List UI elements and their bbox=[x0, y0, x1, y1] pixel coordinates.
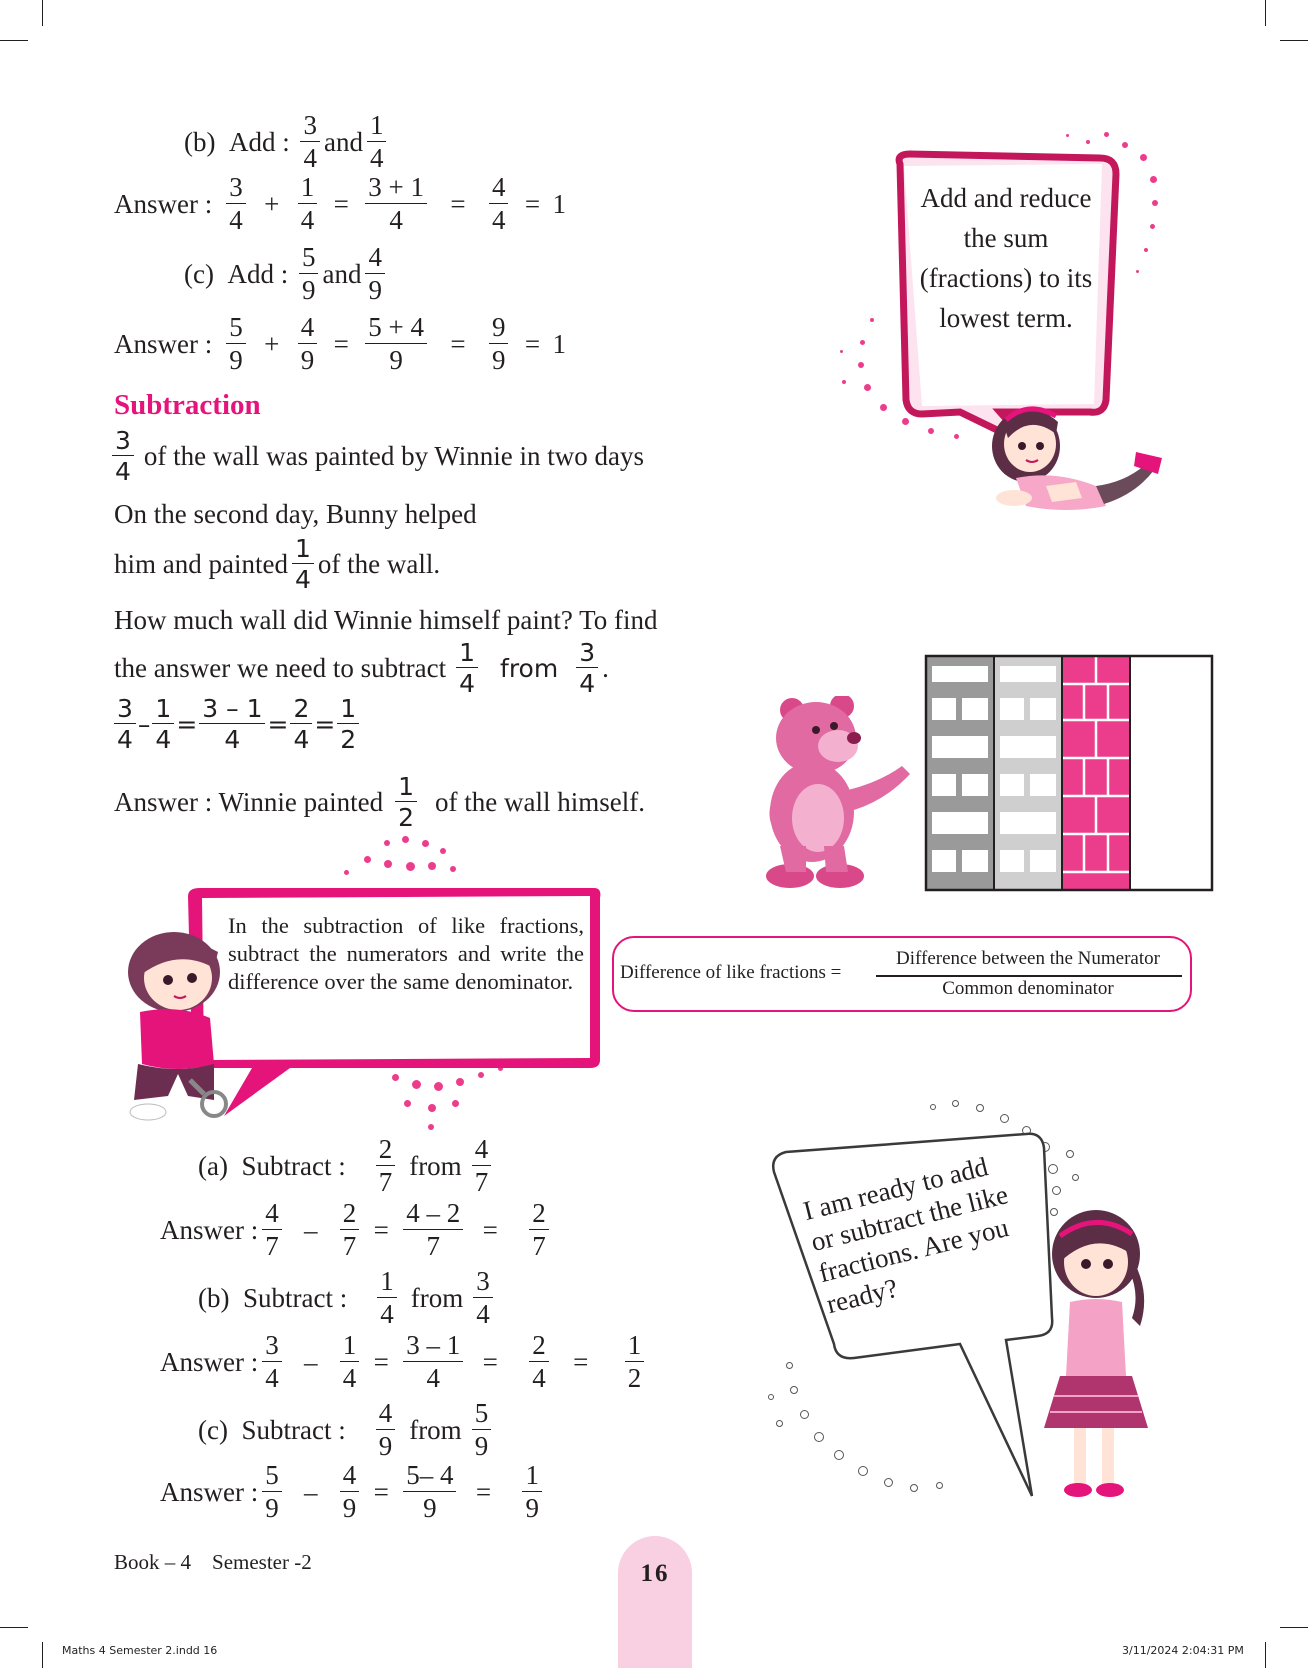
subtraction-line-4: How much wall did Winnie himself paint? To find bbox=[114, 605, 658, 635]
fraction: $\frac{3 - 1}{4}$ bbox=[199, 696, 265, 752]
subtraction-line-1: $\frac{3}{4}$ of the wall was painted by Winnie in two days bbox=[112, 428, 644, 484]
fraction: $\frac{1}{4}$ bbox=[152, 696, 174, 752]
fraction: $\frac{5 + 4}{9}$ bbox=[365, 314, 427, 374]
bubble-top-text: Add and reduce the sum (fractions) to its lowest term. bbox=[919, 183, 1093, 333]
fraction: $\frac{1}{2}$ bbox=[395, 774, 417, 830]
crop-mark bbox=[42, 1642, 43, 1668]
add-c-question: (c) Add : $\frac{5}{9}$ and $\frac{4}{9}$ bbox=[184, 244, 389, 304]
slug-file: Maths 4 Semester 2.indd 16 bbox=[62, 1644, 218, 1657]
bubble-rule-text: In the subtraction of like fractions, subtract the numerators and write the difference over the same denominator. bbox=[228, 913, 584, 994]
fraction: $\frac{3}{4}$ bbox=[262, 1332, 282, 1392]
crop-mark bbox=[1265, 1642, 1266, 1668]
fraction: $\frac{1}{4}$ bbox=[298, 174, 318, 234]
subtraction-heading: Subtraction bbox=[114, 389, 261, 421]
fraction: $\frac{4}{7}$ bbox=[472, 1136, 492, 1196]
bubble-ready-text: I am ready to add or subtract the like fractions. Are you ready? bbox=[800, 1151, 1012, 1320]
sub-a-question: (a) Subtract : $\frac{2}{7}$ from $\frac{4}{7}$ bbox=[198, 1136, 495, 1196]
fraction: $\frac{1}{4}$ bbox=[377, 1268, 397, 1328]
fraction: $\frac{1}{4}$ bbox=[292, 536, 314, 592]
add-b-question: (b) Add : $\frac{3}{4}$ and $\frac{1}{4}$ bbox=[184, 112, 390, 172]
crop-mark bbox=[1280, 1627, 1308, 1628]
fraction: $\frac{1}{2}$ bbox=[337, 696, 359, 752]
slug-time: 3/11/2024 2:04:31 PM bbox=[1122, 1644, 1244, 1657]
fraction: $\frac{5- 4}{9}$ bbox=[403, 1462, 456, 1522]
sub-b-answer: Answer : $\frac{3}{4}$ – $\frac{1}{4}$ = $\frac{3 - 1}{4}$ = $\frac{2}{4}$ = $\frac{1}{2}$ bbox=[160, 1332, 648, 1392]
fraction: $\frac{4}{9}$ bbox=[298, 314, 318, 374]
crop-mark bbox=[1280, 40, 1308, 41]
fraction: $\frac{2}{4}$ bbox=[529, 1332, 549, 1392]
sub-c-answer: Answer : $\frac{5}{9}$ – $\frac{4}{9}$ = $\frac{5- 4}{9}$ = $\frac{1}{9}$ bbox=[160, 1462, 546, 1522]
add-c-answer: Answer : $\frac{5}{9}$ + $\frac{4}{9}$ = $\frac{5 + 4}{9}$ = $\frac{9}{9}$ = 1 bbox=[114, 312, 566, 375]
fraction: $\frac{5}{9}$ bbox=[226, 314, 246, 374]
subtraction-line-3: him and painted $\frac{1}{4}$ of the wall. bbox=[114, 534, 441, 594]
fraction: $\frac{2}{7}$ bbox=[376, 1136, 396, 1196]
fraction: $\frac{2}{7}$ bbox=[529, 1200, 549, 1260]
fraction: $\frac{3}{4}$ bbox=[112, 428, 134, 484]
subtraction-answer: Answer : Winnie painted $\frac{1}{2}$ of the wall himself. bbox=[114, 772, 645, 832]
page-number-tab bbox=[618, 1536, 692, 1668]
crop-mark bbox=[1265, 0, 1266, 26]
fraction: $\frac{4}{9}$ bbox=[365, 244, 385, 304]
crop-mark bbox=[0, 1627, 28, 1628]
fraction: $\frac{1}{4}$ bbox=[367, 112, 387, 172]
fraction: $\frac{1}{4}$ bbox=[340, 1332, 360, 1392]
fraction: $\frac{1}{2}$ bbox=[625, 1332, 645, 1392]
fraction: $\frac{4}{7}$ bbox=[262, 1200, 282, 1260]
fraction: $\frac{9}{9}$ bbox=[489, 314, 509, 374]
fraction: $\frac{4}{9}$ bbox=[376, 1400, 396, 1460]
subtraction-line-2: On the second day, Bunny helped bbox=[114, 499, 477, 529]
fraction: $\frac{3}{4}$ bbox=[473, 1268, 493, 1328]
crop-mark bbox=[0, 40, 28, 41]
fraction: $\frac{3}{4}$ bbox=[226, 174, 246, 234]
fraction: $\frac{5}{9}$ bbox=[299, 244, 319, 304]
boy-with-magnifier-illustration bbox=[118, 924, 238, 1124]
page-number: 16 bbox=[640, 1560, 670, 1587]
fraction: $\frac{2}{4}$ bbox=[290, 696, 312, 752]
sub-b-question: (b) Subtract : $\frac{1}{4}$ from $\frac{3}{4}$ bbox=[198, 1268, 497, 1328]
fraction: $\frac{3}{4}$ bbox=[300, 112, 320, 172]
bear-illustration bbox=[756, 696, 916, 892]
girl-lying-illustration bbox=[986, 386, 1168, 536]
sub-a-answer: Answer : $\frac{4}{7}$ – $\frac{2}{7}$ = $\frac{4 - 2}{7}$ = $\frac{2}{7}$ bbox=[160, 1200, 553, 1260]
fraction: $\frac{4 - 2}{7}$ bbox=[403, 1200, 463, 1260]
formula-label: Difference of like fractions = bbox=[620, 962, 842, 983]
fraction: $\frac{3 - 1}{4}$ bbox=[403, 1332, 463, 1392]
crop-mark bbox=[42, 0, 43, 26]
footer-book: Book – 4 Semester -2 bbox=[114, 1550, 312, 1574]
formula-denominator: Common denominator bbox=[942, 978, 1114, 999]
formula-numerator: Difference between the Numerator bbox=[896, 948, 1160, 969]
fraction: $\frac{1}{4}$ bbox=[456, 640, 478, 696]
fraction: $\frac{2}{7}$ bbox=[340, 1200, 360, 1260]
fraction: $\frac{1}{9}$ bbox=[522, 1462, 542, 1522]
subtraction-calculation: $\frac{3}{4}$ – $\frac{1}{4}$ = $\frac{3 - 1}{4}$ = $\frac{2}{4}$ = $\frac{1}{2}$ bbox=[112, 696, 361, 752]
fraction: $\frac{5}{9}$ bbox=[262, 1462, 282, 1522]
sub-c-question: (c) Subtract : $\frac{4}{9}$ from $\frac{5}{9}$ bbox=[198, 1400, 495, 1460]
painted-wall-illustration bbox=[924, 654, 1214, 894]
add-b-answer: Answer : $\frac{3}{4}$ + $\frac{1}{4}$ = $\frac{3 + 1}{4}$ = $\frac{4}{4}$ = 1 bbox=[114, 172, 566, 235]
fraction: $\frac{3}{4}$ bbox=[576, 640, 598, 696]
fraction: $\frac{4}{9}$ bbox=[340, 1462, 360, 1522]
fraction: $\frac{3 + 1}{4}$ bbox=[365, 174, 427, 234]
fraction: $\frac{5}{9}$ bbox=[472, 1400, 492, 1460]
formula-fraction-bar bbox=[876, 975, 1182, 977]
subtraction-line-5: the answer we need to subtract $\frac{1}{4}$ from $\frac{3}{4}$ . bbox=[114, 638, 609, 698]
girl-thinking-illustration bbox=[1040, 1206, 1160, 1506]
fraction: $\frac{4}{4}$ bbox=[489, 174, 509, 234]
fraction: $\frac{3}{4}$ bbox=[114, 696, 136, 752]
